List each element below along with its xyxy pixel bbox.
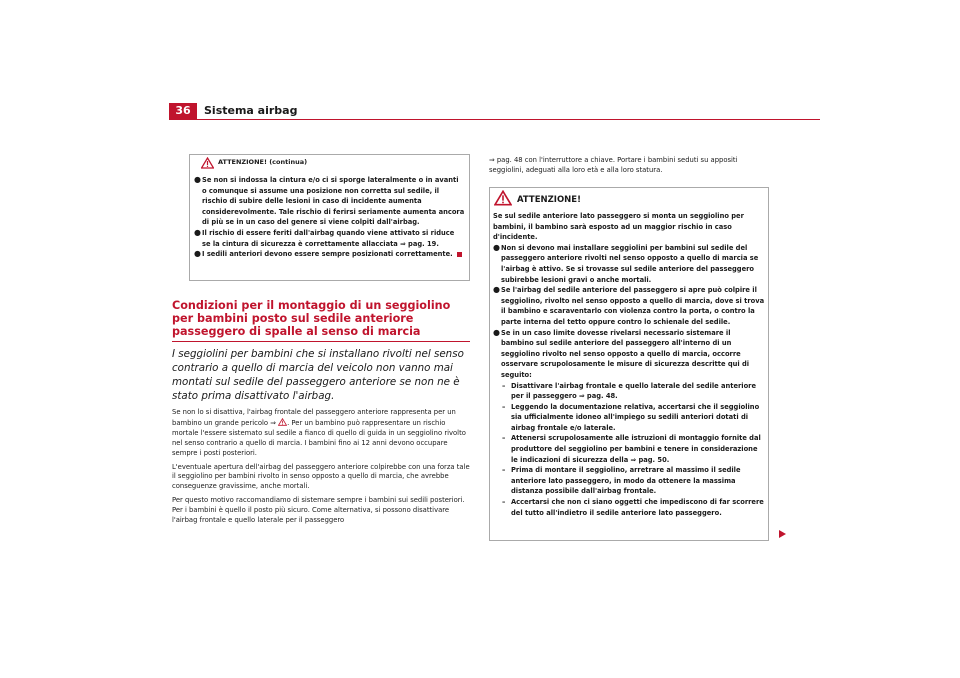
page-number: 36 bbox=[169, 103, 197, 119]
paragraph: L'eventuale apertura dell'airbag del passeggero anteriore colpirebbe con una forza tale il seggiolino per bambini rivolto in senso opposto a quello di marcia, che avrebbe conseguenze gravissime, anche mortali. bbox=[172, 462, 470, 491]
end-of-section-icon bbox=[457, 252, 462, 257]
lead-paragraph: I seggiolini per bambini che si installano rivolti nel senso contrario a quello di marcia del veicolo non vanno mai montati sul sedile del passeggero anteriore se non ne è stato prima disattivato l'airbag. bbox=[172, 348, 464, 402]
sub-list-item: – Prima di montare il seggiolino, arretrare al massimo il sedile anteriore lato passeggero, in modo da ottenere la massima distanza possibile dall'airbag frontale. bbox=[502, 466, 741, 496]
dash-icon: – bbox=[502, 498, 506, 507]
continue-arrow-icon bbox=[779, 530, 786, 538]
sub-list-item: – Leggendo la documentazione relativa, accertarsi che il seggiolino sia ufficialmente idoneo all'impiego su sedili anteriori dotati di airbag frontale e/o laterale. bbox=[502, 402, 760, 432]
sub-list-item: – Accertarsi che non ci siano oggetti che impediscono di far scorrere del tutto all'indietro il sedile anteriore lato passeggero. bbox=[502, 498, 764, 517]
list-item: ● Se in un caso limite dovesse rivelarsi necessario sistemare il bambino sul sedile anteriore del passeggero all'interno di un seggiolino rivolto nel senso opposto a quello di marcia, occorre osservare scrupolosamente le misure di sicurezza descritte qui di seguito: bbox=[493, 327, 750, 379]
list-item: ● Se non si indossa la cintura e/o ci si sporge lateralmente o in avanti o comunque si assume una posizione non corretta sul sedile, il rischio di subire delle lesioni in caso di incidente aumenta considerevolmente. Tale rischio di ferirsi seriamente aumenta ancora di più se in un caso del genere si viene colpiti dall'airbag. bbox=[194, 175, 465, 227]
bullet-icon: ● bbox=[194, 227, 201, 237]
section-heading: Condizioni per il montaggio di un seggiolino per bambini posto sul sedile anteriore passeggero di spalle al senso di marcia bbox=[172, 299, 451, 338]
bullet-icon: ● bbox=[493, 327, 500, 337]
heading-rule bbox=[172, 341, 470, 342]
sub-list-item: – Attenersi scrupolosamente alle istruzioni di montaggio fornite dal produttore del seggiolino per bambini e tenere in considerazione le indicazioni di sicurezza della ⇒ pag. 50. bbox=[502, 434, 761, 464]
warning-body bbox=[490, 210, 768, 518]
list-item: ● Se l'airbag del sedile anteriore del passeggero si apre può colpire il seggiolino, rivolto nel senso opposto a quello di marcia, dove si trova il bambino e scaraventarlo con violenza contro la porta, o contro la parte interna del tetto oppure contro lo schienale del sedile. bbox=[493, 285, 765, 326]
warning-box bbox=[489, 187, 769, 541]
bullet-icon: ● bbox=[493, 242, 500, 252]
bullet-icon: ● bbox=[194, 249, 201, 259]
dash-icon: – bbox=[502, 466, 506, 475]
dash-icon: – bbox=[502, 434, 506, 443]
list-item: ● Il rischio di essere feriti dall'airbag quando viene attivato si riduce se la cintura di sicurezza è correttamente allacciata ⇒ pag. 19. bbox=[194, 227, 455, 248]
header-rule bbox=[169, 119, 820, 120]
warning-triangle-icon bbox=[278, 418, 287, 426]
list-item: ● Non si devono mai installare seggiolini per bambini sul sedile del passeggero anteriore rivolti nel senso opposto a quello di marcia se l'airbag è attivo. Se si trovasse sul sedile anteriore del passeggero subirebbe lesioni gravi o anche mortali. bbox=[493, 242, 759, 284]
continued-warning-body bbox=[190, 173, 469, 260]
warning-intro: Se sul sedile anteriore lato passeggero si monta un seggiolino per bambini, il bambino sarà esposto ad un maggior rischio in caso d'incidente. bbox=[493, 212, 744, 242]
body-text bbox=[172, 408, 470, 530]
bullet-icon: ● bbox=[194, 175, 201, 184]
continued-paragraph: ⇒ pag. 48 con l'interruttore a chiave. Portare i bambini seduti su appositi seggiolini, adeguati alla loro età e alla loro statura. bbox=[489, 156, 738, 174]
warning-header bbox=[490, 188, 768, 210]
warning-triangle-icon bbox=[494, 190, 512, 206]
dash-icon: – bbox=[502, 381, 506, 390]
bullet-icon: ● bbox=[493, 285, 500, 295]
sub-list-item: – Disattivare l'airbag frontale e quello laterale del sedile anteriore per il passeggero ⇒ pag. 48. bbox=[502, 381, 757, 401]
warning-triangle-icon bbox=[201, 157, 214, 169]
warning-title: ATTENZIONE! bbox=[517, 195, 581, 205]
paragraph: Se non lo si disattiva, l'airbag frontale del passeggero anteriore rappresenta per un bambino un grande pericolo ⇒ . Per un bambino può rappresentare un rischio mortale l'essere sistemato sul sedile a fianco di quello di guida in un seggiolino rivolto nel senso contrario a quello di marcia. I bambini fino ai 12 anni devono occupare sempre i posti posteriori. bbox=[172, 408, 466, 457]
continued-warning-title: ATTENZIONE! (continua) bbox=[218, 158, 308, 166]
paragraph: Per questo motivo raccomandiamo di sistemare sempre i bambini sui sedili posteriori. Per i bambini è quello il posto più sicuro. Come alternativa, si possono disattivare l'airbag frontale e quello laterale per il passeggero bbox=[172, 496, 465, 525]
list-item: ● I sedili anteriori devono essere sempre posizionati correttamente. bbox=[194, 249, 465, 260]
section-title: Sistema airbag bbox=[204, 104, 298, 117]
continued-warning-box bbox=[189, 154, 470, 281]
dash-icon: – bbox=[502, 402, 506, 411]
continued-warning-header bbox=[190, 155, 469, 173]
